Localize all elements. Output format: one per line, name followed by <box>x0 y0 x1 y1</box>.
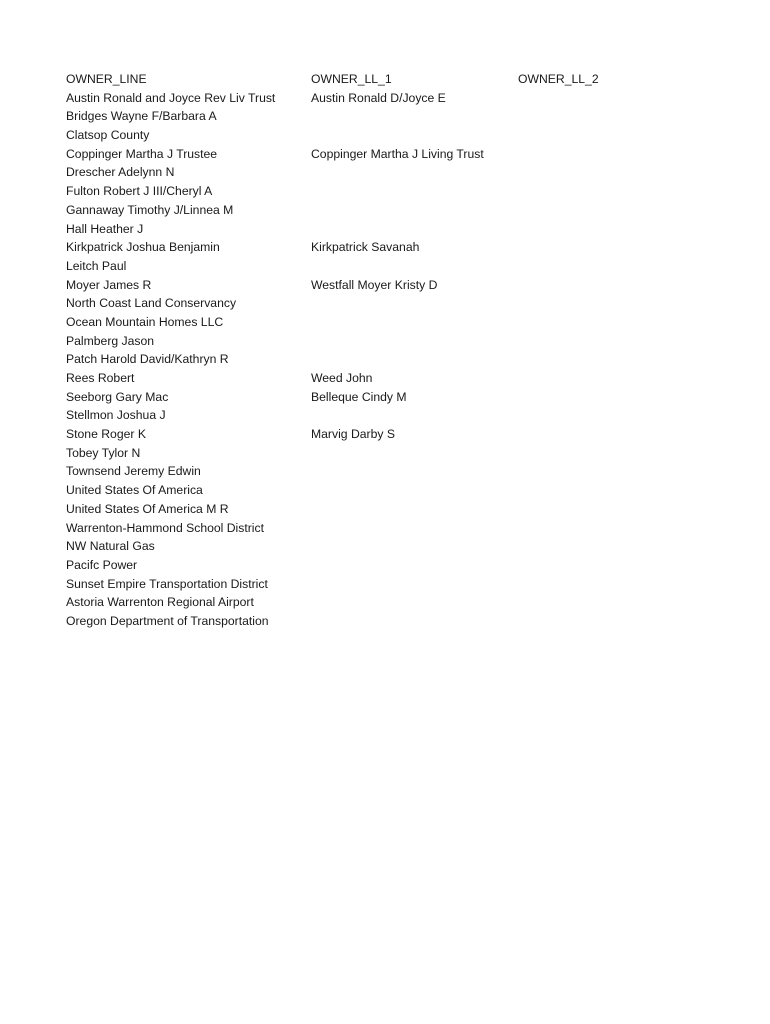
owner-ll-1-cell <box>311 481 518 500</box>
owner-ll-1-cell <box>311 462 518 481</box>
table-row <box>66 481 648 500</box>
owner-line-cell: Kirkpatrick Joshua Benjamin <box>66 240 220 255</box>
owner-ll-1-cell <box>311 201 518 220</box>
owner-ll-1-cell: Kirkpatrick Savanah <box>311 240 420 255</box>
owner-line-cell: Leitch Paul <box>66 258 127 273</box>
table-row <box>66 575 648 594</box>
owner-ll-1-cell <box>311 593 518 612</box>
table-row <box>66 406 648 425</box>
owner-ll-2-cell <box>518 537 648 556</box>
owner-ll-1-cell <box>311 612 518 631</box>
table-row <box>66 537 648 556</box>
owner-line-cell: NW Natural Gas <box>66 539 155 554</box>
owner-ll-2-cell <box>518 126 648 145</box>
owner-ll-2-cell <box>518 350 648 369</box>
table-row <box>66 556 648 575</box>
owner-ll-2-cell <box>518 612 648 631</box>
owner-ll-1-cell: Westfall Moyer Kristy D <box>311 277 438 292</box>
owner-ll-2-cell <box>518 519 648 538</box>
owner-ll-1-cell: Marvig Darby S <box>311 427 395 442</box>
owner-line-cell: Patch Harold David/Kathryn R <box>66 352 229 367</box>
owner-ll-1-cell <box>311 294 518 313</box>
owner-ll-2-cell <box>518 145 648 164</box>
owner-line-cell: United States Of America M R <box>66 501 229 516</box>
owner-ll-2-cell <box>518 575 648 594</box>
owner-ll-2-cell <box>518 220 648 239</box>
header-row <box>66 70 648 89</box>
owner-ll-1-cell <box>311 556 518 575</box>
header-owner-ll-1: OWNER_LL_1 <box>311 72 392 86</box>
owner-line-cell: Pacifc Power <box>66 557 138 572</box>
owner-line-cell: Seeborg Gary Mac <box>66 389 169 404</box>
owner-ll-1-cell <box>311 182 518 201</box>
table-row <box>66 238 648 257</box>
owner-ll-2-cell <box>518 294 648 313</box>
owner-ll-2-cell <box>518 462 648 481</box>
owner-ll-2-cell <box>518 388 648 407</box>
table-row <box>66 593 648 612</box>
owner-line-cell: Sunset Empire Transportation District <box>66 576 268 591</box>
table-row <box>66 145 648 164</box>
table-row <box>66 444 648 463</box>
owner-ll-2-cell <box>518 593 648 612</box>
owner-ll-1-cell <box>311 332 518 351</box>
owner-line-cell: Tobey Tylor N <box>66 445 141 460</box>
owner-line-cell: Hall Heather J <box>66 221 144 236</box>
owner-ll-1-cell <box>311 257 518 276</box>
table-row <box>66 257 648 276</box>
owner-line-cell: Stone Roger K <box>66 427 146 442</box>
owner-ll-2-cell <box>518 332 648 351</box>
owner-line-cell: Clatsop County <box>66 128 150 143</box>
table-row <box>66 294 648 313</box>
owner-line-cell: Townsend Jeremy Edwin <box>66 464 201 479</box>
table-row <box>66 313 648 332</box>
owner-ll-1-cell: Weed John <box>311 371 373 385</box>
owner-line-cell: Austin Ronald and Joyce Rev Liv Trust <box>66 90 276 105</box>
owner-ll-2-cell <box>518 182 648 201</box>
owner-ll-2-cell <box>518 481 648 500</box>
table-row <box>66 350 648 369</box>
owner-ll-1-cell <box>311 444 518 463</box>
owner-ll-2-cell <box>518 276 648 295</box>
owner-ll-1-cell <box>311 126 518 145</box>
owner-ll-2-cell <box>518 257 648 276</box>
owner-ll-1-cell <box>311 575 518 594</box>
owner-line-cell: Moyer James R <box>66 277 152 292</box>
owner-line-cell: Ocean Mountain Homes LLC <box>66 314 224 329</box>
owner-ll-2-cell <box>518 425 648 444</box>
table-row <box>66 126 648 145</box>
table-row <box>66 519 648 538</box>
table-row <box>66 332 648 351</box>
table-row <box>66 220 648 239</box>
owner-ll-2-cell <box>518 163 648 182</box>
owner-ll-2-cell <box>518 201 648 220</box>
owner-line-cell: Rees Robert <box>66 371 135 385</box>
table-row <box>66 276 648 295</box>
table-row <box>66 425 648 444</box>
table-row <box>66 612 648 631</box>
owner-ll-2-cell <box>518 556 648 575</box>
owner-ll-1-cell: Austin Ronald D/Joyce E <box>311 90 446 105</box>
owner-ll-2-cell <box>518 500 648 519</box>
owner-ll-2-cell <box>518 406 648 425</box>
owner-ll-2-cell <box>518 238 648 257</box>
table-row <box>66 182 648 201</box>
table-row <box>66 462 648 481</box>
owner-line-cell: Palmberg Jason <box>66 333 155 348</box>
owner-table <box>66 70 648 631</box>
owner-ll-2-cell <box>518 369 648 388</box>
owner-ll-1-cell <box>311 500 518 519</box>
owner-line-cell: Oregon Department of Transportation <box>66 613 269 628</box>
owner-ll-1-cell <box>311 537 518 556</box>
owner-ll-2-cell <box>518 89 648 108</box>
table-row <box>66 500 648 519</box>
owner-ll-1-cell <box>311 350 518 369</box>
owner-line-cell: Astoria Warrenton Regional Airport <box>66 595 254 610</box>
table-row <box>66 107 648 126</box>
owner-ll-1-cell <box>311 406 518 425</box>
owner-line-cell: Fulton Robert J III/Cheryl A <box>66 184 213 199</box>
owner-line-cell: Coppinger Martha J Trustee <box>66 146 218 161</box>
owner-ll-1-cell <box>311 107 518 126</box>
header-owner-line: OWNER_LINE <box>66 72 147 86</box>
owner-line-cell: Warrenton-Hammond School District <box>66 520 264 535</box>
owner-ll-1-cell <box>311 163 518 182</box>
owner-ll-1-cell <box>311 519 518 538</box>
owner-ll-2-cell <box>518 107 648 126</box>
table-row <box>66 201 648 220</box>
owner-ll-2-cell <box>518 444 648 463</box>
owner-ll-1-cell: Belleque Cindy M <box>311 389 407 404</box>
owner-ll-1-cell <box>311 220 518 239</box>
table-row <box>66 369 648 388</box>
header-owner-ll-2: OWNER_LL_2 <box>518 72 599 86</box>
owner-ll-1-cell <box>311 313 518 332</box>
owner-line-cell: Drescher Adelynn N <box>66 165 175 180</box>
owner-line-cell: United States Of America <box>66 483 203 498</box>
table-row <box>66 388 648 407</box>
owner-ll-1-cell: Coppinger Martha J Living Trust <box>311 146 484 161</box>
table-row <box>66 89 648 108</box>
owner-line-cell: Bridges Wayne F/Barbara A <box>66 109 217 124</box>
table-row <box>66 163 648 182</box>
owner-ll-2-cell <box>518 313 648 332</box>
owner-line-cell: North Coast Land Conservancy <box>66 296 237 311</box>
owner-line-cell: Gannaway Timothy J/Linnea M <box>66 202 234 217</box>
owner-line-cell: Stellmon Joshua J <box>66 408 166 423</box>
